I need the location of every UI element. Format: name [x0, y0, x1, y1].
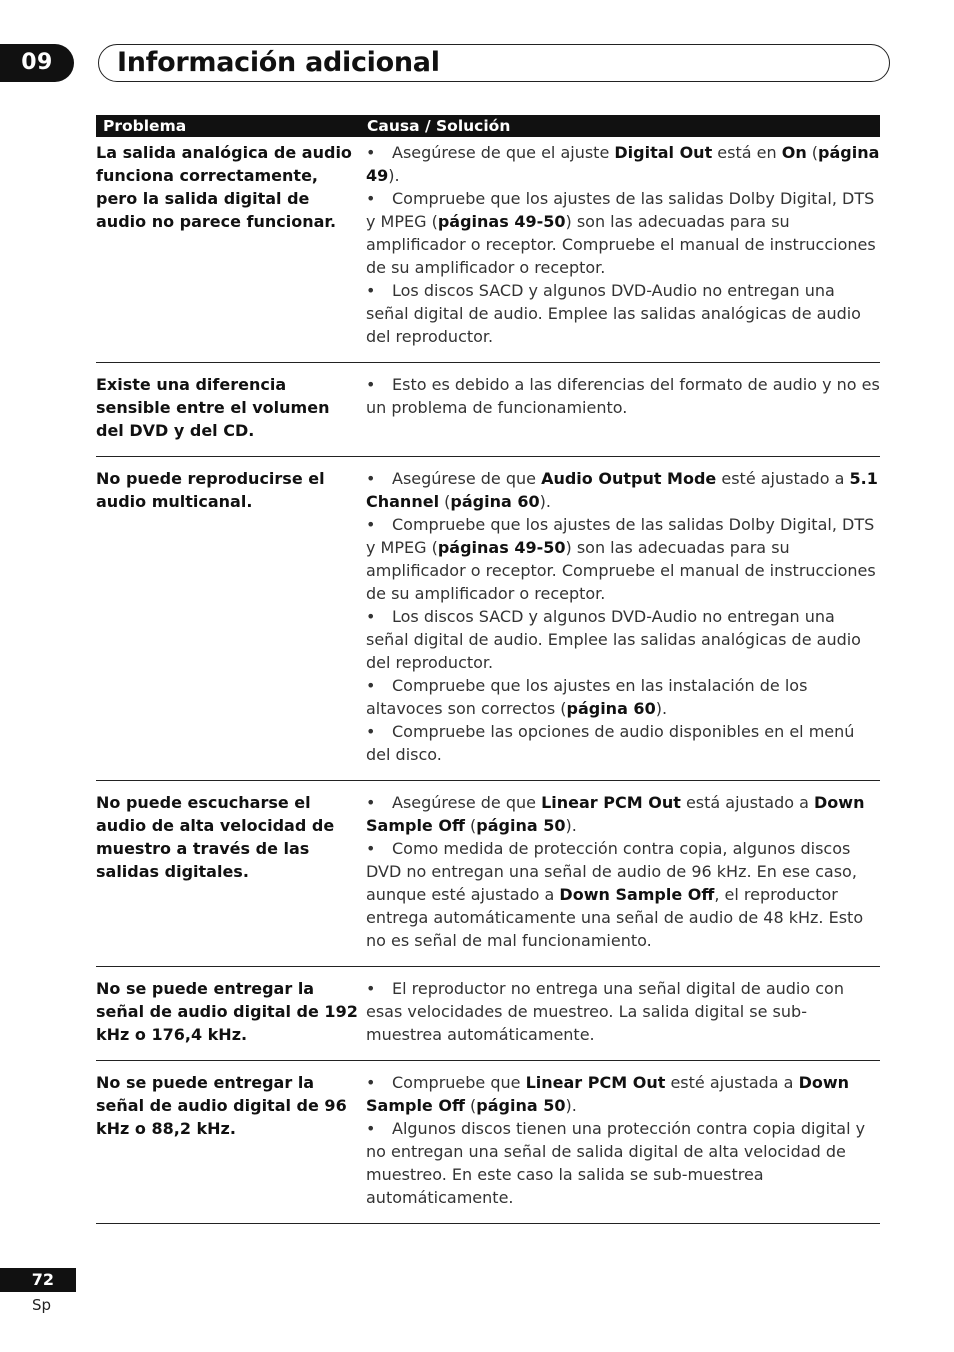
bullet-icon: • — [366, 793, 376, 812]
bold-term: Linear PCM Out — [525, 1073, 666, 1092]
bullet-text: ( — [464, 1096, 477, 1115]
chapter-number: 09 — [0, 44, 74, 82]
bullet-text: está en — [712, 143, 782, 162]
page-number: 72 — [0, 1268, 76, 1292]
bullet-text: ). — [655, 699, 668, 718]
bold-term: Audio Output Mode — [541, 469, 717, 488]
bullet-text: Compruebe las opciones de audio disponibles en el menú del disco. — [366, 722, 855, 764]
solution-bullet — [366, 837, 880, 952]
problem-text: No puede escucharse el audio de alta velocidad de muestro a través de las salidas digitales. — [96, 793, 335, 881]
bullet-icon: • — [366, 607, 376, 626]
table-row — [96, 457, 880, 781]
solution-cell — [366, 977, 880, 1046]
table-header — [96, 115, 880, 137]
solution-bullet — [366, 513, 880, 605]
bold-term: On — [781, 143, 807, 162]
solution-bullet — [366, 467, 880, 513]
bullet-icon: • — [366, 1073, 376, 1092]
bullet-text: Esto es debido a las diferencias del formato de audio y no es un problema de funcionamiento. — [366, 375, 880, 417]
title-frame — [98, 44, 890, 82]
solution-bullet — [366, 1071, 880, 1117]
table-row — [96, 967, 880, 1061]
bullet-text: El reproductor no entrega una señal digital de audio con esas velocidades de muestreo. La salida digital se sub-muestrea automáticamente. — [366, 979, 844, 1044]
bullet-icon: • — [366, 469, 376, 488]
solution-bullet — [366, 373, 880, 419]
bullet-icon: • — [366, 515, 376, 534]
bullet-text: Los discos SACD y algunos DVD-Audio no entregan una señal digital de audio. Emplee las salidas analógicas de audio del reproductor. — [366, 607, 861, 672]
bullet-icon: • — [366, 979, 376, 998]
bold-term: página 50 — [476, 1096, 566, 1115]
bullet-text: Como medida de protección contra copia, algunos discos DVD no entregan una señal de audio de 96 kHz. En ese caso, aunque esté ajustado a — [366, 839, 857, 904]
bullet-text: Los discos SACD y algunos DVD-Audio no entregan una señal digital de audio. Emplee las salidas analógicas de audio del reproductor. — [366, 281, 861, 346]
bold-term: 5.1 Channel — [366, 469, 878, 511]
bullet-text: está ajustado a — [680, 793, 815, 812]
bullet-text: ). — [388, 166, 400, 185]
bullet-text: , el reproductor entrega automáticamente una señal de audio de 48 kHz. Esto no es señal de mal funcionamiento. — [366, 885, 864, 950]
column-header-problem: Problema — [103, 117, 187, 135]
bullet-text: Compruebe que — [392, 1073, 526, 1092]
problem-text: No se puede entregar la señal de audio digital de 96 kHz o 88,2 kHz. — [96, 1073, 347, 1138]
bold-term: página 50 — [476, 816, 566, 835]
problem-text: No se puede entregar la señal de audio digital de 192 kHz o 176,4 kHz. — [96, 979, 358, 1044]
bullet-text: Compruebe que los ajustes de las salidas Dolby Digital, DTS y MPEG ( — [366, 515, 875, 557]
bold-term: páginas 49-50 — [437, 212, 566, 231]
bullet-icon: • — [366, 189, 376, 208]
bold-term: páginas 49-50 — [437, 538, 566, 557]
bullet-text: Compruebe que los ajustes de las salidas Dolby Digital, DTS y MPEG ( — [366, 189, 875, 231]
bullet-text: esté ajustado a — [716, 469, 850, 488]
solution-bullet — [366, 674, 880, 720]
bold-term: Linear PCM Out — [541, 793, 681, 812]
bold-term: página 60 — [450, 492, 540, 511]
solution-cell — [366, 373, 880, 442]
bullet-text: Algunos discos tienen una protección contra copia digital y no entregan una señal de salida digital de alta velocidad de muestreo. En este caso la salida se sub-muestrea automáticamente. — [366, 1119, 866, 1207]
bold-term: Down Sample Off — [559, 885, 715, 904]
bullet-icon: • — [366, 676, 376, 695]
solution-cell — [366, 141, 880, 348]
bullet-text: ( — [464, 816, 477, 835]
bold-term: Down Sample Off — [366, 1073, 850, 1115]
bullet-text: ). — [565, 1096, 577, 1115]
bullet-text: ) son las adecuadas para su amplificador o receptor. Compruebe el manual de instrucciones de su amplificador o receptor. — [366, 212, 876, 277]
bullet-text: ( — [439, 492, 451, 511]
bullet-text: ). — [565, 816, 577, 835]
bullet-text: ) son las adecuadas para su amplificador o receptor. Compruebe el manual de instrucciones de su amplificador o receptor. — [366, 538, 876, 603]
solution-bullet — [366, 187, 880, 279]
solution-bullet — [366, 977, 880, 1046]
solution-bullet — [366, 279, 880, 348]
bullet-icon: • — [366, 281, 376, 300]
table-row — [96, 1061, 880, 1224]
solution-cell — [366, 467, 880, 766]
problem-text: Existe una diferencia sensible entre el volumen del DVD y del CD. — [96, 375, 330, 440]
bullet-text: Asegúrese de que el ajuste — [392, 143, 615, 162]
bullet-text: Asegúrese de que — [392, 469, 542, 488]
bullet-text: esté ajustada a — [665, 1073, 799, 1092]
table-row — [96, 363, 880, 457]
table-row — [96, 781, 880, 967]
bullet-text: ( — [806, 143, 819, 162]
bullet-text: Compruebe que los ajustes en las instalación de los altavoces son correctos ( — [366, 676, 808, 718]
bold-term: página 60 — [566, 699, 656, 718]
bold-term: Digital Out — [614, 143, 713, 162]
column-header-solution: Causa / Solución — [367, 117, 511, 135]
bullet-icon: • — [366, 1119, 376, 1138]
bullet-text: Asegúrese de que — [392, 793, 542, 812]
language-code: Sp — [32, 1296, 52, 1314]
solution-bullet — [366, 720, 880, 766]
solution-bullet — [366, 141, 880, 187]
solution-bullet — [366, 791, 880, 837]
bullet-icon: • — [366, 375, 376, 394]
page-title: Información adicional — [117, 47, 440, 78]
solution-cell — [366, 791, 880, 952]
table-row — [96, 141, 880, 363]
solution-cell — [366, 1071, 880, 1209]
bullet-text: ). — [539, 492, 551, 511]
solution-bullet — [366, 1117, 880, 1209]
solution-bullet — [366, 605, 880, 674]
bold-term: página 49 — [366, 143, 880, 185]
problem-text: No puede reproducirse el audio multicanal. — [96, 469, 325, 511]
problem-text: La salida analógica de audio funciona correctamente, pero la salida digital de audio no parece funcionar. — [96, 143, 352, 231]
troubleshooting-table — [96, 141, 880, 1224]
bold-term: Down Sample Off — [366, 793, 865, 835]
bullet-icon: • — [366, 143, 376, 162]
bullet-icon: • — [366, 839, 376, 858]
bullet-icon: • — [366, 722, 376, 741]
